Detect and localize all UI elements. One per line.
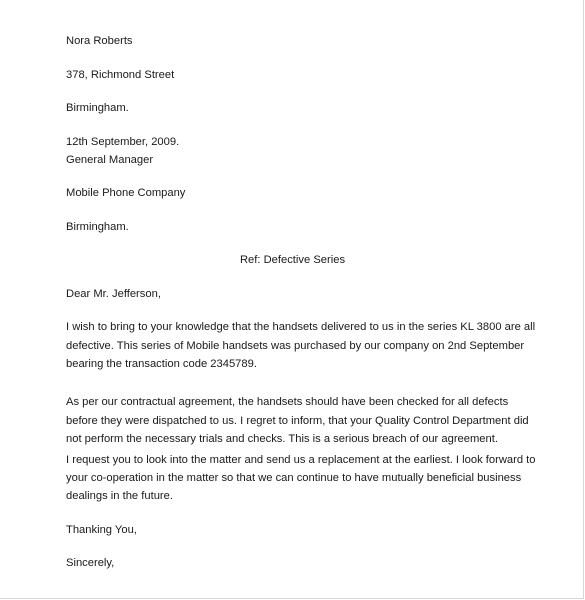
- closing: Thanking You,: [66, 524, 137, 536]
- recipient-city: Birmingham.: [66, 221, 129, 233]
- paragraph-line: I request you to look into the matter and send us a replacement at the earliest. I look forward to: [66, 454, 536, 466]
- sender-name: Nora Roberts: [66, 35, 133, 47]
- paragraph-line: not perform the necessary trials and checks. This is a serious breach of our agreement.: [66, 433, 498, 445]
- recipient-title: General Manager: [66, 154, 154, 166]
- recipient-company: Mobile Phone Company: [66, 187, 186, 199]
- sender-city: Birmingham.: [66, 102, 129, 114]
- salutation: Dear Mr. Jefferson,: [66, 288, 161, 300]
- sender-street: 378, Richmond Street: [66, 69, 175, 81]
- paragraph-line: defective. This series of Mobile handsets was purchased by our company on 2nd September: [66, 340, 525, 352]
- paragraph-line: before they were dispatched to us. I regret to inform, that your Quality Control Department did: [66, 415, 529, 427]
- paragraph-line: your co-operation in the matter so that we can continue to have mutually beneficial business: [66, 472, 522, 484]
- letter-date: 12th September, 2009.: [66, 136, 180, 148]
- paragraph-line: dealings in the future.: [66, 490, 173, 502]
- paragraph-line: As per our contractual agreement, the handsets should have been checked for all defects: [66, 396, 509, 408]
- signoff: Sincerely,: [66, 557, 115, 569]
- paragraph-line: I wish to bring to your knowledge that the handsets delivered to us in the series KL 3800 are all: [66, 321, 536, 333]
- paragraph-line: bearing the transaction code 2345789.: [66, 358, 257, 370]
- reference-line: Ref: Defective Series: [239, 254, 346, 266]
